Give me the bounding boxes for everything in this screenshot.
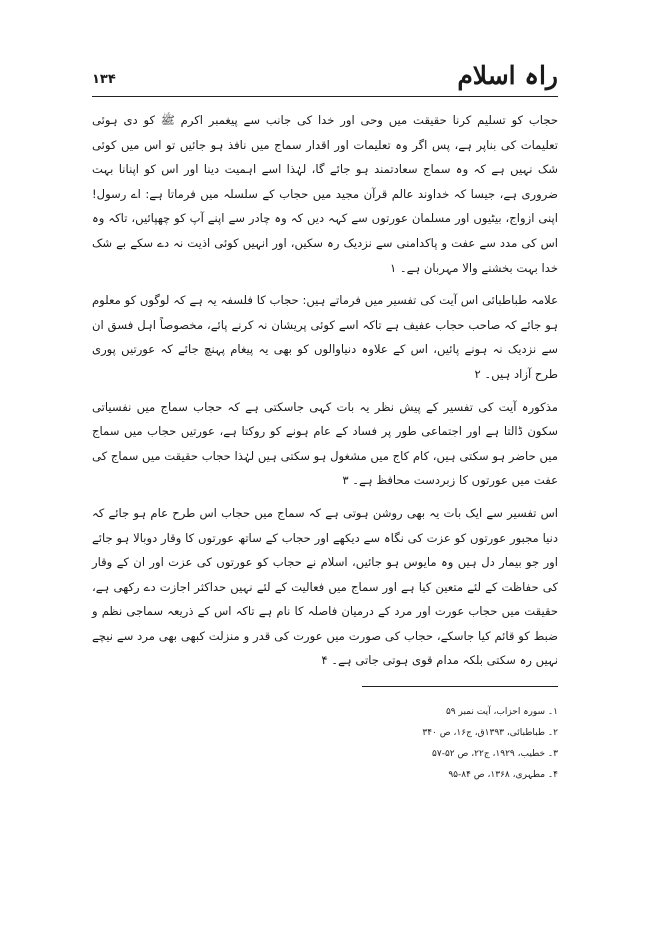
header-divider xyxy=(92,96,558,97)
book-title: راہ اسلام xyxy=(457,61,558,90)
main-text xyxy=(92,108,558,681)
footnote-item: ۱۔ سورہ احزاب، آیت نمبر ۵۹ xyxy=(445,707,558,717)
footnotes-list xyxy=(258,702,558,786)
paragraph: اس تفسیر سے ایک بات یہ بھی روشن ہوتی ہے کہ سماج میں حجاب اس طرح عام ہو جائے کہ دنیا مجبور عورتوں کو عزت کی نگاہ سے دیکھے اور حجاب کے ساتھ عورتوں کا وقار دوبالا ہو جائے اور جو بیمار دل ہیں وہ مایوس ہو جائیں، اسلام نے حجاب کو عورتوں کی عزت اور ان کے وقار کی حفاظت کے لئے متعین کیا ہے اور سماج میں فعالیت کے لئے نہیں حداکثر اجازت دے رکھی ہے، حقیقت میں حجاب عورت اور مرد کے درمیان فاصلہ کا نام ہے تاکہ اس کے ذریعہ سماجی نظم و ضبط کو قائم کیا جاسکے، حجاب کی صورت میں عورت کی قدر و منزلت کبھی بھی مرد سے نیچے نہیں رہ سکتی بلکہ مدام قوی ہوتی جاتی ہے۔ ۴ xyxy=(92,505,558,668)
footnote-divider xyxy=(362,686,558,687)
page-header xyxy=(92,58,558,94)
paragraph: مذکورہ آیت کی تفسیر کے پیش نظر یہ بات کہی جاسکتی ہے کہ حجاب سماج میں نفسیاتی سکون ڈالتا ہے اور اجتماعی طور پر فساد کے عام ہونے کو روکتا ہے، عورتیں حجاب میں سماج میں حاضر ہو سکتی ہیں، کام کاج میں مشغول ہو سکتی ہیں لہٰذا حجاب حقیقت میں سماج کی عفت میں عورتوں کا زبردست محافظ ہے۔ ۳ xyxy=(92,399,558,488)
footnote-item: ۴۔ مطہری، ۱۳۶۸، ص ۸۴-۹۵ xyxy=(448,770,558,780)
footnote-item: ۲۔ طباطبائی، ۱۳۹۳ق، ج۱۶، ص ۳۴۰ xyxy=(422,728,558,738)
page-number: ۱۳۴ xyxy=(92,72,116,87)
paragraph: علامہ طباطبائی اس آیت کی تفسیر میں فرماتے ہیں: حجاب کا فلسفہ یہ ہے کہ لوگوں کو معلوم ہو جائے کہ صاحب حجاب عفیف ہے تاکہ اسے کوئی پریشان نہ کرنے پائے، مخصوصاً اہل فسق ان سے نزدیک نہ ہونے پائیں، اس کے علاوہ دنیاوالوں کو بھی یہ پیغام پہنچ جائے کہ عورتیں پوری طرح آزاد ہیں۔ ۲ xyxy=(92,293,558,381)
paragraph: حجاب کو تسلیم کرنا حقیقت میں وحی اور خدا کی جانب سے پیغمبر اکرم ﷺ کو دی ہوئی تعلیمات کی بناپر ہے، پس اگر وہ تعلیمات اور اقدار سماج میں نافذ ہو جائیں تو اس میں کوئی شک نہیں ہے کہ وہ سماج سعادتمند ہو جائے گا، لہٰذا اسے اہمیت دینا اور اس کو اپنانا بہت ضروری ہے، جیسا کہ خداوند عالم قرآن مجید میں حجاب کے سلسلہ میں فرماتا ہے: اے رسول! اپنی ازواج، بیٹیوں اور مسلمان عورتوں سے کہہ دیں کہ وہ چادر سے اپنے آپ کو چھپائیں، تاکہ وہ اس کی مدد سے عفت و پاکدامنی سے نزدیک رہ سکیں، اور انہیں کوئی اذیت نہ دے سکے بے شک خدا بہت بخشنے والا مہربان ہے۔ ۱ xyxy=(92,113,558,275)
footnote-item: ۳۔ خطیب، ۱۹۲۹، ج۲۲، ص ۵۲-۵۷ xyxy=(432,749,558,759)
